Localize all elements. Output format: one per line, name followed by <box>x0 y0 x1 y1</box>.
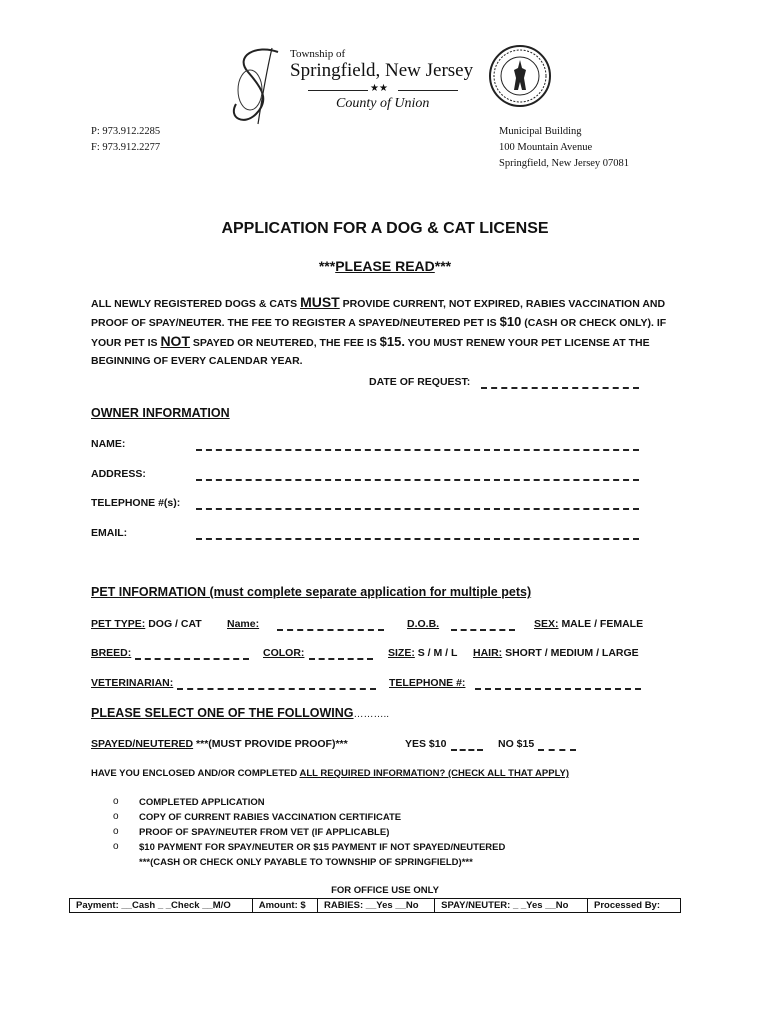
owner-name-field[interactable] <box>196 448 639 451</box>
select-heading <box>91 706 389 720</box>
vet-telephone-field[interactable] <box>475 687 641 690</box>
office-payment[interactable]: Payment: __Cash _ _Check __M/O <box>70 899 253 913</box>
pet-type-options[interactable]: DOG / CAT <box>148 618 202 630</box>
checklist-note: ***(CASH OR CHECK ONLY PAYABLE TO TOWNSHIP OF SPRINGFIELD)*** <box>139 857 473 868</box>
county-name: County of Union <box>336 96 430 111</box>
pet-size-options[interactable]: S / M / L <box>417 647 458 659</box>
address-line-2: 100 Mountain Avenue <box>499 142 593 153</box>
owner-name-label: NAME: <box>91 438 126 450</box>
office-amount[interactable]: Amount: $ <box>252 899 317 913</box>
please-read-label: PLEASE READ <box>335 258 435 274</box>
checklist-item[interactable]: o COPY OF CURRENT RABIES VACCINATION CERTIFICATE <box>113 812 613 827</box>
pet-sex-label: SEX: <box>534 618 559 630</box>
owner-telephone-label: TELEPHONE #(s): <box>91 497 181 509</box>
notice-not: NOT <box>160 333 190 349</box>
pet-color-label: COLOR: <box>263 647 305 659</box>
checklist <box>113 797 613 868</box>
notice-text-2: PROVIDE CURRENT, NOT EXPIRED, RABIES VACCINATION AND PROOF OF SPAY/NEUTER. THE FEE TO REGISTER A SPAYED/NEUTERED PET IS <box>91 298 666 329</box>
office-use-row <box>70 899 681 913</box>
phone-number: P: 973.912.2285 <box>91 126 161 137</box>
vet-telephone-label: TELEPHONE #: <box>389 677 466 689</box>
yes-10-label: YES $10 <box>405 738 447 750</box>
pet-name-label: Name: <box>227 618 260 630</box>
yes-10-field[interactable] <box>451 748 483 751</box>
pet-hair-row <box>473 647 639 659</box>
checklist-item[interactable]: o $10 PAYMENT FOR SPAY/NEUTER OR $15 PAYMENT IF NOT SPAYED/NEUTERED <box>113 842 613 857</box>
pet-hair-label: HAIR: <box>473 647 503 659</box>
pet-dob-field[interactable] <box>451 628 515 631</box>
select-heading-label: PLEASE SELECT ONE OF THE FOLLOWING <box>91 706 354 720</box>
notice-must: MUST <box>300 294 340 310</box>
spayed-label: SPAYED/NEUTERED <box>91 738 194 750</box>
spayed-note: ***(MUST PROVIDE PROOF)*** <box>193 738 348 750</box>
divider-stars: ★★ <box>308 86 458 96</box>
pet-name-field[interactable] <box>277 628 384 631</box>
pet-heading: PET INFORMATION (must complete separate application for multiple pets) <box>91 585 532 599</box>
no-15-field[interactable] <box>538 748 576 751</box>
notice-text-3: (CASH OR CHECK ONLY). IF YOUR PET IS <box>91 317 667 349</box>
owner-address-field[interactable] <box>196 478 639 481</box>
date-of-request-label: DATE OF REQUEST: <box>369 376 471 388</box>
office-spay-neuter[interactable]: SPAY/NEUTER: _ _Yes __No <box>435 899 588 913</box>
please-read-prefix: *** <box>318 258 336 274</box>
checklist-item[interactable]: o COMPLETED APPLICATION <box>113 797 613 812</box>
office-processed-by[interactable]: Processed By: <box>588 899 681 913</box>
enclosed-prefix: HAVE YOU ENCLOSED AND/OR COMPLETED <box>91 768 300 779</box>
enclosed-question <box>91 768 569 779</box>
owner-heading: OWNER INFORMATION <box>91 406 230 420</box>
pet-size-label: SIZE: <box>388 647 415 659</box>
please-read <box>0 258 770 274</box>
notice-text-4: SPAYED OR NEUTERED, THE FEE IS <box>190 337 380 349</box>
pet-breed-field[interactable] <box>135 657 249 660</box>
notice-fee-15: $15. <box>379 334 405 349</box>
pet-sex-options[interactable]: MALE / FEMALE <box>561 618 644 630</box>
please-read-suffix: *** <box>434 258 452 274</box>
enclosed-underlined: ALL REQUIRED INFORMATION? (CHECK ALL THAT APPLY) <box>299 768 570 779</box>
spayed-row <box>91 738 348 750</box>
township-seal <box>488 44 552 108</box>
checklist-item[interactable]: o PROOF OF SPAY/NEUTER FROM VET (IF APPLICABLE) <box>113 827 613 842</box>
fax-number: F: 973.912.2277 <box>91 142 161 153</box>
pet-type-row <box>91 618 202 630</box>
veterinarian-label: VETERINARIAN: <box>91 677 174 689</box>
pet-type-label: PET TYPE: <box>91 618 146 630</box>
owner-email-field[interactable] <box>196 537 639 540</box>
town-name: Springfield, New Jersey <box>290 60 474 81</box>
pet-sex-row <box>534 618 643 630</box>
date-of-request-field[interactable] <box>481 386 639 389</box>
notice-paragraph <box>91 293 681 370</box>
office-use-table <box>69 898 681 913</box>
veterinarian-field[interactable] <box>177 687 376 690</box>
address-line-1: Municipal Building <box>499 126 582 137</box>
form-title: APPLICATION FOR A DOG & CAT LICENSE <box>221 220 549 237</box>
owner-address-label: ADDRESS: <box>91 468 146 480</box>
address-line-3: Springfield, New Jersey 07081 <box>499 158 630 169</box>
owner-telephone-field[interactable] <box>196 507 639 510</box>
office-rabies[interactable]: RABIES: __Yes __No <box>318 899 435 913</box>
pet-dob-label: D.O.B. <box>407 618 440 630</box>
township-of: Township of <box>290 48 346 60</box>
notice-fee-10: $10 <box>499 314 522 329</box>
pet-hair-options[interactable]: SHORT / MEDIUM / LARGE <box>505 647 639 659</box>
notice-text-1: ALL NEWLY REGISTERED DOGS & CATS <box>91 298 301 310</box>
owner-email-label: EMAIL: <box>91 527 128 539</box>
office-use-label: FOR OFFICE USE ONLY <box>331 885 439 896</box>
pet-size-row <box>388 647 457 659</box>
notice-text-5: YOU MUST RENEW YOUR PET LICENSE AT THE BEGINNING OF EVERY CALENDAR YEAR. <box>91 337 650 367</box>
no-15-label: NO $15 <box>498 738 535 750</box>
pet-color-field[interactable] <box>309 657 373 660</box>
select-heading-dots: ……….. <box>353 709 390 720</box>
pet-breed-label: BREED: <box>91 647 132 659</box>
